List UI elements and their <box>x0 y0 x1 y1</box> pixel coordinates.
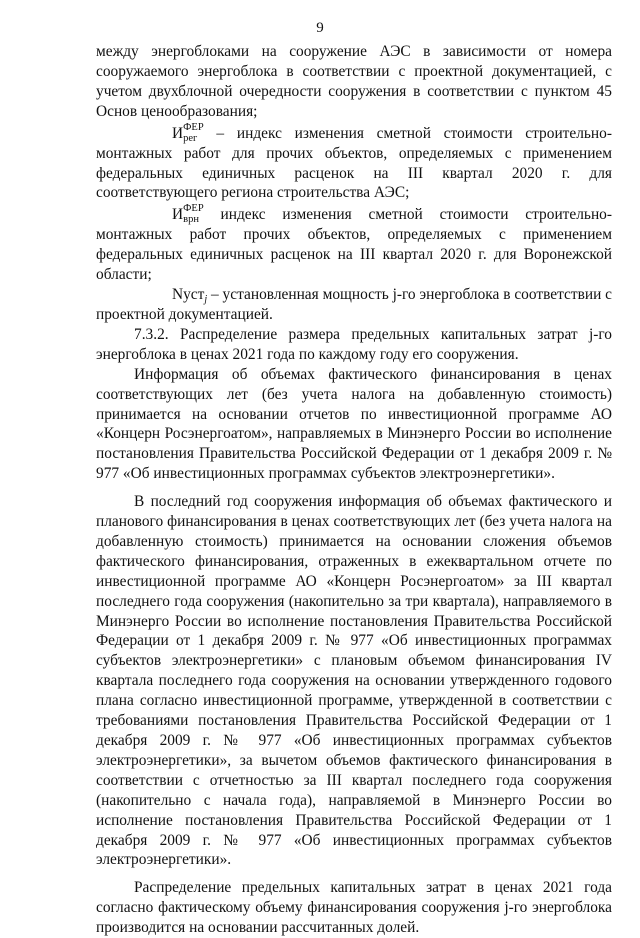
paragraph-last-year: В последний год сооружения информация об объемах фактического и планового финансирования в ценах соответствующих лет (без учета налога на добавленную стоимость) принимается на основании сложения объемов фактического финансирования, отраженных в ежеквартальном отчете по инвестиционной программе АО «Концерн Росэнергоатом» за III квартал последнего года сооружения (накопительно за три квартала), направляемого в Минэнерго России во исполнение постановления Правительства Российской Федерации от 1 декабря 2009 г. № 977 «Об инвестиционных программах субъектов электроэнергетики» с плановым объемом финансирования IV квартала последнего года сооружения на основании утвержденного годового плана согласно инвестиционной программе, утвержденной в соответствии с требованиями постановления Правительства Российской Федерации от 1 декабря 2009 г. № 977 «Об инвестиционных программах субъектов электроэнергетики», за вычетом объемов фактического финансирования в соответствии с отчетностью за III квартал последнего года сооружения (накопительно с начала года), направляемой в Минэнерго России во исполнение постановления Правительства Российской Федерации от 1 декабря 2009 г. № 977 «Об инвестиционных программах субъектов электроэнергетики». <box>96 493 612 869</box>
definition-regional-text: – индекс изменения сметной стоимости строительно-монтажных работ для прочих объектов, определяемых с применением федеральных единичных расценок на III квартал 2020 г. для соответствующего региона строительства АЭС; <box>96 124 612 202</box>
document-body <box>96 42 612 938</box>
definition-voronezh-index <box>96 203 612 285</box>
definition-regional-index <box>96 122 612 204</box>
paragraph-distribution: Распределение предельных капитальных затрат в ценах 2021 года согласно фактическому объему финансирования сооружения j-го энергоблока производится на основании рассчитанных долей. <box>96 879 612 937</box>
definition-voronezh-text: индекс изменения сметной стоимости строительно-монтажных работ прочих объектов, определяемых с применением федеральных единичных расценок на III квартал 2020 г. для Воронежской области; <box>96 206 612 284</box>
paragraph-continuation: между энергоблоками на сооружение АЭС в зависимости от номера сооружаемого энергоблока в соответствии с проектной документацией, с учетом двухблочной очередности сооружения в соответствии с пунктом 45 Основ ценообразования; <box>96 43 612 120</box>
definition-capacity <box>96 285 612 325</box>
symbol-index-voronezh: И ФЕР врн <box>172 203 204 226</box>
symbol-index-region: И ФЕР рег <box>172 121 204 144</box>
section-7-3-2: 7.3.2. Распределение размера предельных капитальных затрат j-го энергоблока в ценах 2021 года по каждому году его сооружения. <box>96 325 612 363</box>
symbol-capacity: Nуст$_j$ <box>172 286 208 306</box>
page-number: 9 <box>316 20 324 36</box>
paragraph-financing-info: Информация об объемах фактического финансирования в ценах соответствующих лет (без учета налога на добавленную стоимость) принимается на основании отчетов по инвестиционной программе АО «Концерн Росэнергоатом», направляемых в Минэнерго России во исполнение постановления Правительства Российской Федерации от 1 декабря 2009 г. № 977 «Об инвестиционных программах субъектов электроэнергетики». <box>96 365 612 483</box>
definition-capacity-text: – установленная мощность j-го энергоблока в соответствии с проектной документацией. <box>96 286 612 323</box>
